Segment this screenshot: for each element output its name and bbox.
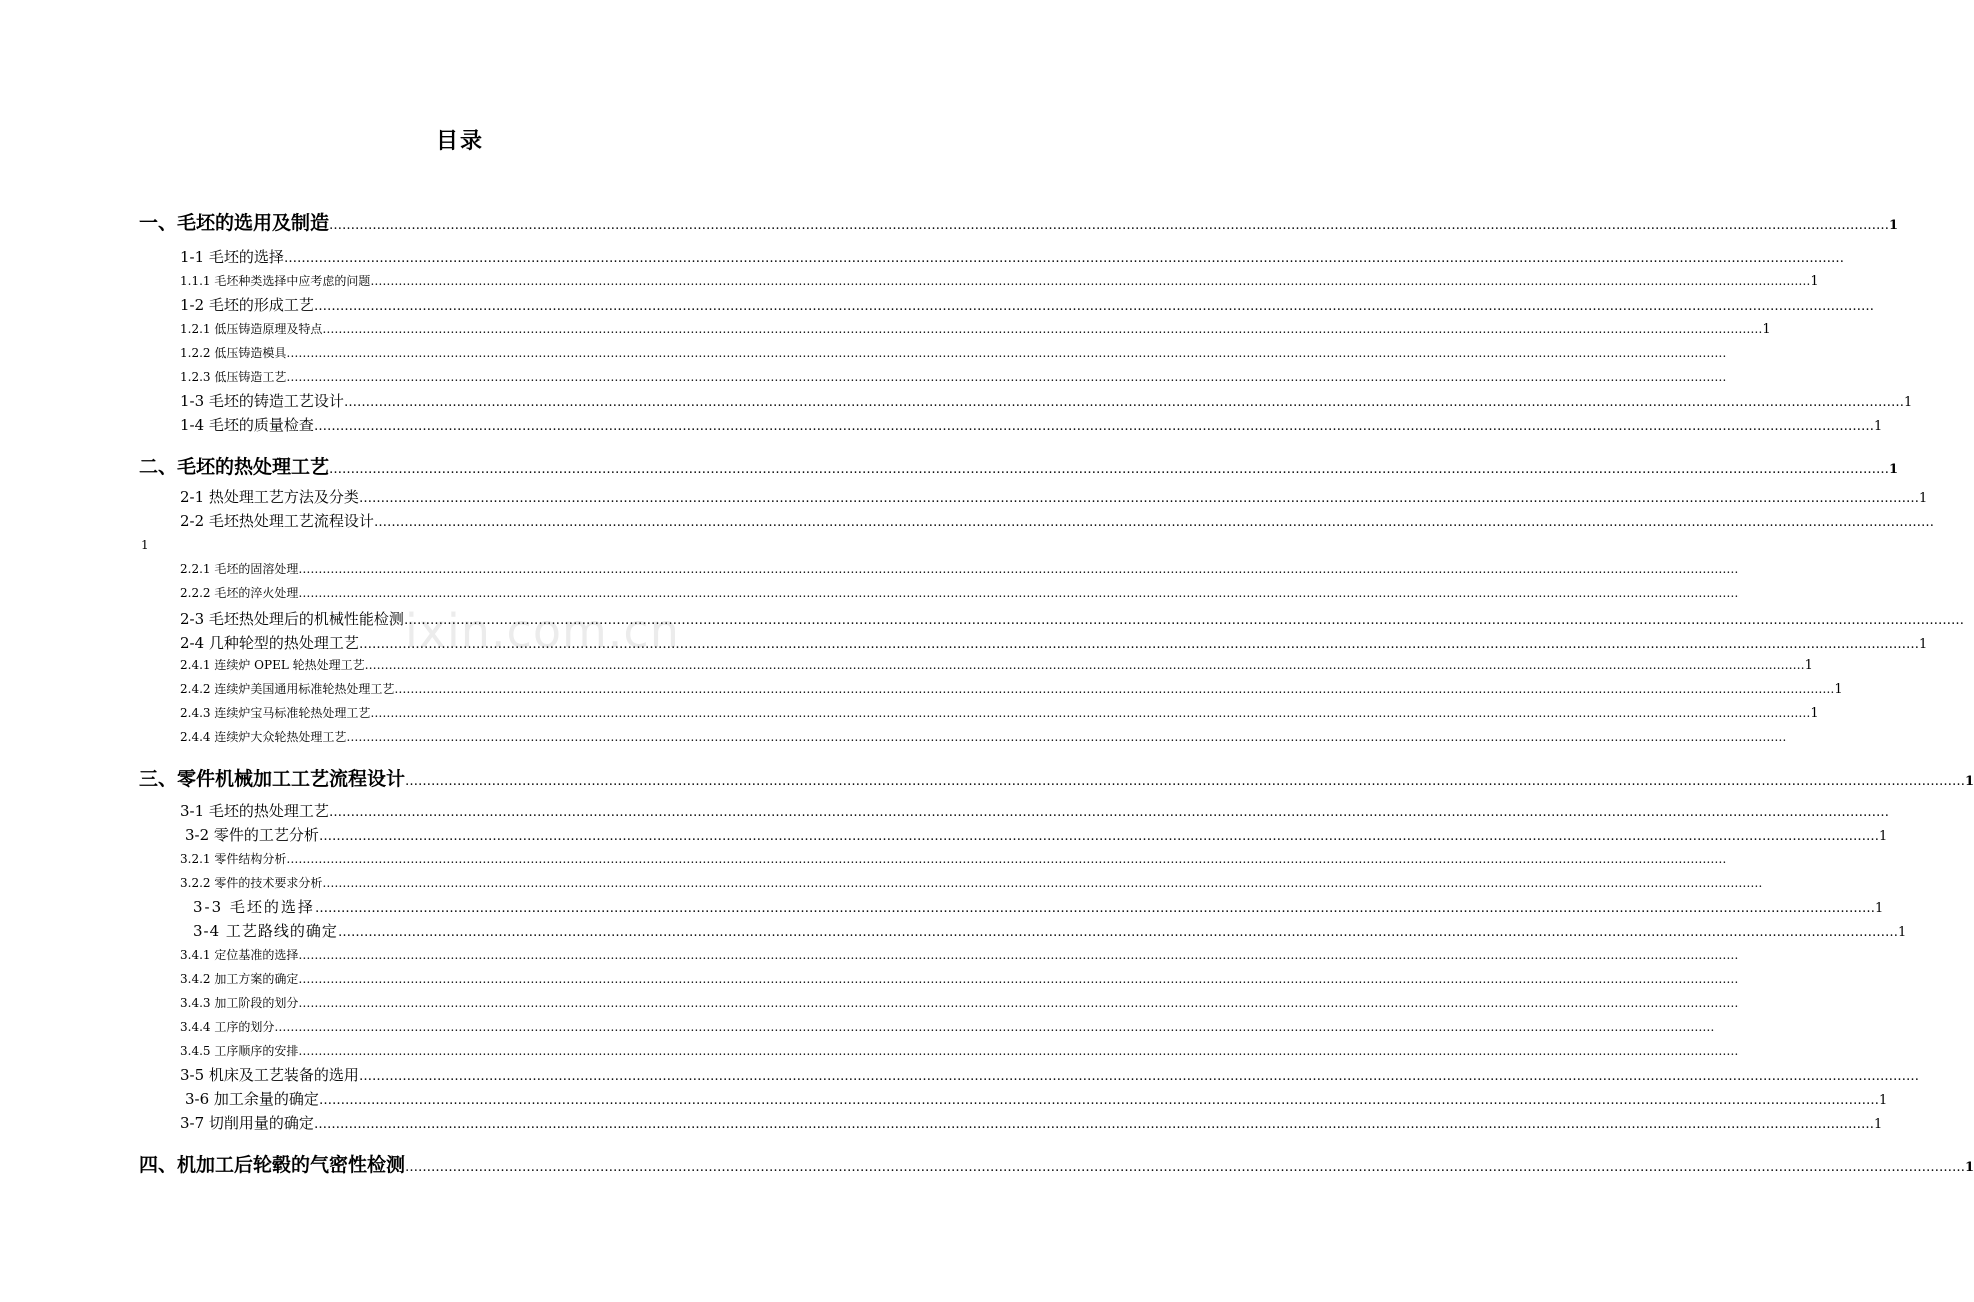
toc-entry-label: 3.4.2 加工方案的确定 (180, 972, 299, 986)
toc-entry-label: 3-2 零件的工艺分析 (185, 826, 319, 844)
toc-section[interactable] (180, 390, 1913, 411)
toc-entry-label: 3.4.5 工序顺序的安排 (180, 1044, 299, 1058)
toc-subsection[interactable] (180, 368, 1727, 385)
toc-leader-dots: ……………………………………………………………………………………………………………………………………………………………………………………………………………………………………………………………………………………………………………………………… (364, 658, 1805, 672)
toc-entry-label: 2.4.2 连续炉美国通用标准轮热处理工艺 (180, 682, 395, 696)
toc-entry-label: 3.2.2 零件的技术要求分析 (180, 876, 323, 890)
toc-subsection[interactable] (180, 1018, 1715, 1035)
toc-entry-label: 3-5 机床及工艺装备的选用 (180, 1066, 359, 1084)
toc-leader-dots: ……………………………………………………………………………………………………………………………………………………………………………………………………………………………………………………………………………………………………………………………… (318, 829, 1879, 844)
page-title: 目录 (435, 128, 484, 154)
toc-page-number: 1 (1873, 1117, 1883, 1132)
toc-page-number: 1 (1762, 322, 1771, 337)
toc-subsection[interactable] (180, 320, 1771, 337)
toc-section[interactable] (180, 1064, 1919, 1085)
toc-leader-dots: ……………………………………………………………………………………………………………………………………………………………………………………………………………………………………………………………………………………………………………………………… (286, 370, 1727, 384)
toc-leader-dots: ……………………………………………………………………………………………………………………………………………………………………………………………………………………………………………………………………………………………………………………………… (329, 218, 1890, 233)
toc-section[interactable] (180, 486, 1928, 507)
toc-page-number: 1 (1878, 1093, 1888, 1108)
toc-subsection[interactable] (180, 272, 1819, 289)
toc-subsection[interactable] (180, 874, 1763, 891)
toc-subsection[interactable] (180, 994, 1739, 1011)
toc-leader-dots: ……………………………………………………………………………………………………………………………………………………………………………………………………………………………………………………………………………………………………………………………… (313, 1117, 1874, 1132)
toc-page-number: 1 (1874, 901, 1884, 916)
toc-subsection[interactable] (180, 704, 1819, 721)
toc-leader-dots: ……………………………………………………………………………………………………………………………………………………………………………………………………………………………………………………………………………………………………………………………… (313, 299, 1874, 314)
toc-leader-dots: ……………………………………………………………………………………………………………………………………………………………………………………………………………………………………………………………………………………………………………………………… (343, 395, 1904, 410)
toc-leader-dots: ……………………………………………………………………………………………………………………………………………………………………………………………………………………………………………………………………………………………………………………………… (328, 805, 1889, 820)
toc-subsection[interactable] (180, 946, 1739, 963)
toc-section[interactable] (180, 294, 1874, 315)
toc-entry-label: 1.2.3 低压铸造工艺 (180, 370, 287, 384)
toc-page-number: 1 (1965, 1160, 1974, 1175)
toc-leader-dots: ……………………………………………………………………………………………………………………………………………………………………………………………………………………………………………………………………………………………………………………………… (298, 1044, 1739, 1058)
toc-leader-dots: ……………………………………………………………………………………………………………………………………………………………………………………………………………………………………………………………………………………………………………………………… (358, 637, 1919, 652)
toc-leader-dots: ……………………………………………………………………………………………………………………………………………………………………………………………………………………………………………………………………………………………………………………………… (286, 346, 1727, 360)
toc-leader-dots: ……………………………………………………………………………………………………………………………………………………………………………………………………………………………………………………………………………………………………………………………… (313, 419, 1874, 434)
toc-chapter[interactable] (139, 1150, 1974, 1177)
toc-leader-dots: ……………………………………………………………………………………………………………………………………………………………………………………………………………………………………………………………………………………………………………………………… (318, 1093, 1879, 1108)
toc-leader-dots: ……………………………………………………………………………………………………………………………………………………………………………………………………………………………………………………………………………………………………………………………… (298, 562, 1739, 576)
toc-leader-dots: ……………………………………………………………………………………………………………………………………………………………………………………………………………………………………………………………………………………………………………………………… (274, 1020, 1715, 1034)
toc-section[interactable] (185, 824, 1888, 845)
toc-leader-dots: ……………………………………………………………………………………………………………………………………………………………………………………………………………………………………………………………………………………………………………………………… (394, 682, 1835, 696)
toc-section[interactable] (180, 800, 1889, 821)
toc-entry-label: 2.4.3 连续炉宝马标准轮热处理工艺 (180, 706, 371, 720)
toc-section[interactable] (180, 608, 1964, 629)
toc-entry-label: 2-4 几种轮型的热处理工艺 (180, 634, 359, 652)
toc-entry-label: 3.4.3 加工阶段的划分 (180, 996, 299, 1010)
toc-leader-dots: ……………………………………………………………………………………………………………………………………………………………………………………………………………………………………………………………………………………………………………………………… (314, 901, 1875, 916)
toc-entry-label: 3-7 切削用量的确定 (180, 1114, 314, 1132)
toc-leader-dots: ……………………………………………………………………………………………………………………………………………………………………………………………………………………………………………………………………………………………………………………………… (403, 613, 1964, 628)
toc-entry-label: 1.1.1 毛坯种类选择中应考虑的问题 (180, 274, 371, 288)
toc-page-number: 1 (1810, 706, 1819, 721)
toc-entry-label: 2.2.1 毛坯的固溶处理 (180, 562, 299, 576)
toc-entry-label: 1-2 毛坯的形成工艺 (180, 296, 314, 314)
toc-section[interactable] (180, 1112, 1883, 1133)
toc-subsection[interactable] (180, 344, 1727, 361)
toc-leader-dots: ……………………………………………………………………………………………………………………………………………………………………………………………………………………………………………………………………………………………………………………………… (298, 996, 1739, 1010)
toc-leader-dots: ……………………………………………………………………………………………………………………………………………………………………………………………………………………………………………………………………………………………………………………………… (358, 491, 1919, 506)
toc-section[interactable] (180, 414, 1883, 435)
toc-page-number: 1 (1903, 395, 1913, 410)
toc-page-number: 1 (1834, 682, 1843, 697)
toc-leader-dots: ……………………………………………………………………………………………………………………………………………………………………………………………………………………………………………………………………………………………………………………………… (329, 462, 1890, 477)
toc-section[interactable] (180, 510, 1934, 531)
toc-entry-label: 1-3 毛坯的铸造工艺设计 (180, 392, 344, 410)
toc-subsection[interactable] (180, 584, 1739, 601)
toc-chapter[interactable] (139, 452, 1899, 479)
toc-leader-dots: ……………………………………………………………………………………………………………………………………………………………………………………………………………………………………………………………………………………………………………………………… (283, 251, 1844, 266)
toc-subsection[interactable] (180, 850, 1727, 867)
toc-leader-dots: ……………………………………………………………………………………………………………………………………………………………………………………………………………………………………………………………………………………………………………………………… (298, 948, 1739, 962)
toc-section[interactable] (180, 246, 1844, 267)
toc-entry-label: 2.2.2 毛坯的淬火处理 (180, 586, 299, 600)
toc-leader-dots: ……………………………………………………………………………………………………………………………………………………………………………………………………………………………………………………………………………………………………………………………… (373, 515, 1934, 530)
toc-entry-label: 2-3 毛坯热处理后的机械性能检测 (180, 610, 404, 628)
toc-leader-dots: ……………………………………………………………………………………………………………………………………………………………………………………………………………………………………………………………………………………………………………………………… (370, 274, 1811, 288)
toc-page-number: 1 (1873, 419, 1883, 434)
toc-entry-label: 三、零件机械加工工艺流程设计 (139, 768, 406, 790)
toc-section[interactable] (193, 920, 1907, 941)
toc-leader-dots: ……………………………………………………………………………………………………………………………………………………………………………………………………………………………………………………………………………………………………………………………… (286, 852, 1727, 866)
toc-entry-label: 2.4.1 连续炉 OPEL 轮热处理工艺 (180, 658, 365, 672)
toc-page-number: 1 (1889, 462, 1899, 477)
toc-leader-dots: ……………………………………………………………………………………………………………………………………………………………………………………………………………………………………………………………………………………………………………………………… (370, 706, 1811, 720)
toc-leader-dots: ……………………………………………………………………………………………………………………………………………………………………………………………………………………………………………………………………………………………………………………………… (358, 1069, 1919, 1084)
toc-entry-label: 2-2 毛坯热处理工艺流程设计 (180, 512, 374, 530)
toc-chapter[interactable] (139, 764, 1974, 791)
toc-page-number: 1 (1889, 218, 1899, 233)
toc-subsection[interactable] (180, 560, 1739, 577)
toc-entry-label: 一、毛坯的选用及制造 (139, 212, 330, 234)
toc-subsection[interactable] (180, 728, 1787, 745)
toc-subsection[interactable] (180, 1042, 1739, 1059)
toc-section[interactable] (193, 896, 1884, 917)
toc-leader-dots: ……………………………………………………………………………………………………………………………………………………………………………………………………………………………………………………………………………………………………………………………… (337, 925, 1898, 940)
toc-leader-dots: ……………………………………………………………………………………………………………………………………………………………………………………………………………………………………………………………………………………………………………………………… (405, 774, 1966, 789)
toc-entry-label: 3-1 毛坯的热处理工艺 (180, 802, 329, 820)
toc-entry-label: 四、机加工后轮毂的气密性检测 (139, 1154, 406, 1176)
toc-section[interactable] (180, 632, 1928, 653)
toc-entry-label: 3.2.1 零件结构分析 (180, 852, 287, 866)
toc-leader-dots: ……………………………………………………………………………………………………………………………………………………………………………………………………………………………………………………………………………………………………………………………… (405, 1160, 1966, 1175)
toc-entry-label: 1-1 毛坯的选择 (180, 248, 284, 266)
toc-entry-label: 1-4 毛坯的质量检查 (180, 416, 314, 434)
toc-subsection[interactable] (180, 656, 1813, 673)
toc-page-number: 1 (1897, 925, 1907, 940)
toc-leader-dots: ……………………………………………………………………………………………………………………………………………………………………………………………………………………………………………………………………………………………………………………………… (322, 322, 1763, 336)
watermark: ixin.com.cn (405, 604, 680, 658)
toc-page-number: 1 (1804, 658, 1813, 673)
toc-page-number: 1 (1810, 274, 1819, 289)
toc-entry-label: 3.4.1 定位基准的选择 (180, 948, 299, 962)
toc-page-number: 1 (1918, 491, 1928, 506)
toc-page-number: 1 (1918, 637, 1928, 652)
toc-entry-label: 2.4.4 连续炉大众轮热处理工艺 (180, 730, 347, 744)
toc-leader-dots: ……………………………………………………………………………………………………………………………………………………………………………………………………………………………………………………………………………………………………………………………… (298, 586, 1739, 600)
toc-entry-label: 3.4.4 工序的划分 (180, 1020, 275, 1034)
toc-subsection[interactable] (180, 970, 1739, 987)
toc-page-number: 1 (1965, 774, 1974, 789)
toc-page-number: 1 (1878, 829, 1888, 844)
toc-entry-label: 1.2.1 低压铸造原理及特点 (180, 322, 323, 336)
toc-entry-label: 2-1 热处理工艺方法及分类 (180, 488, 359, 506)
toc-entry-label: 二、毛坯的热处理工艺 (139, 456, 330, 478)
toc-leader-dots: ……………………………………………………………………………………………………………………………………………………………………………………………………………………………………………………………………………………………………………………………… (298, 972, 1739, 986)
toc-entry-label: 3-6 加工余量的确定 (185, 1090, 319, 1108)
toc-section[interactable] (185, 1088, 1888, 1109)
toc-entry-label: 1.2.2 低压铸造模具 (180, 346, 287, 360)
toc-entry-label: 3-4 工艺路线的确定 (193, 922, 338, 940)
toc-leader-dots: ……………………………………………………………………………………………………………………………………………………………………………………………………………………………………………………………………………………………………………………………… (346, 730, 1787, 744)
toc-chapter[interactable] (139, 208, 1899, 235)
toc-subsection[interactable] (180, 680, 1843, 697)
toc-leader-dots: ……………………………………………………………………………………………………………………………………………………………………………………………………………………………………………………………………………………………………………………………… (322, 876, 1763, 890)
toc-orphan-page-number: 1 (141, 538, 149, 552)
toc-entry-label: 3-3 毛坯的选择 (193, 898, 315, 916)
